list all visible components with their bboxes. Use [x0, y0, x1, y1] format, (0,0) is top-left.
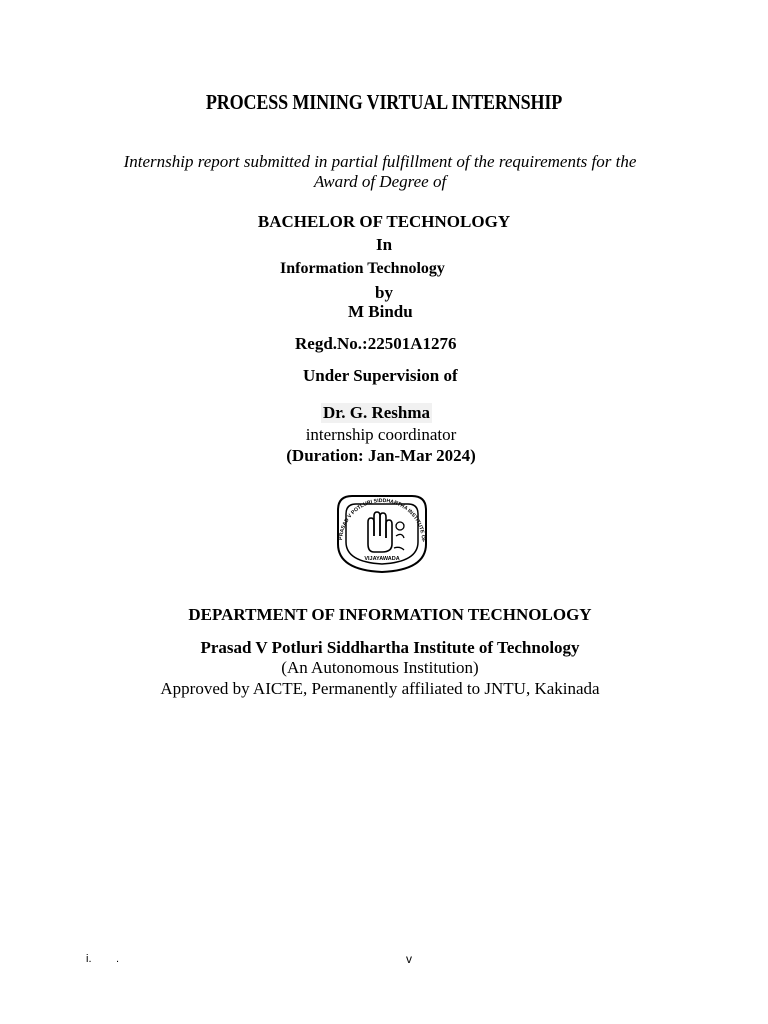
institute-name: Prasad V Potluri Siddhartha Institute of Technology	[200, 638, 580, 657]
institute-status: (An Autonomous Institution)	[281, 658, 479, 677]
registration-number: Regd.No.:22501A1276	[295, 334, 457, 353]
supervisor-name: Dr. G. Reshma	[323, 403, 431, 422]
footer-page-marker: i.	[86, 953, 92, 965]
department-name: DEPARTMENT OF INFORMATION TECHNOLOGY	[188, 605, 592, 624]
by-label: by	[375, 283, 393, 302]
logo-ring-text: PRASAD V POTLURI SIDDHARTHA INSTITUTE OF	[338, 497, 427, 543]
in-label: In	[375, 235, 393, 254]
supervisor-role: internship coordinator	[305, 425, 457, 444]
student-name: M Bindu	[348, 302, 413, 321]
internship-duration: (Duration: Jan-Mar 2024)	[286, 446, 476, 465]
supervision-label: Under Supervision of	[303, 366, 458, 385]
footer-page-number: v	[406, 952, 412, 966]
report-title: PROCESS MINING VIRTUAL INTERNSHIP	[205, 90, 563, 114]
institute-affiliation: Approved by AICTE, Permanently affiliated to JNTU, Kakinada	[160, 679, 600, 698]
logo-bottom-text: VIJAYAWADA	[364, 556, 400, 562]
branch-name: Information Technology	[280, 260, 445, 277]
raised-hand-emblem-icon	[328, 492, 436, 574]
footer-dot: .	[116, 953, 120, 965]
degree-name: BACHELOR OF TECHNOLOGY	[257, 212, 511, 231]
institute-logo	[328, 492, 436, 574]
report-subtitle: Internship report submitted in partial fulfillment of the requirements for the Award of Degree of	[123, 152, 637, 191]
